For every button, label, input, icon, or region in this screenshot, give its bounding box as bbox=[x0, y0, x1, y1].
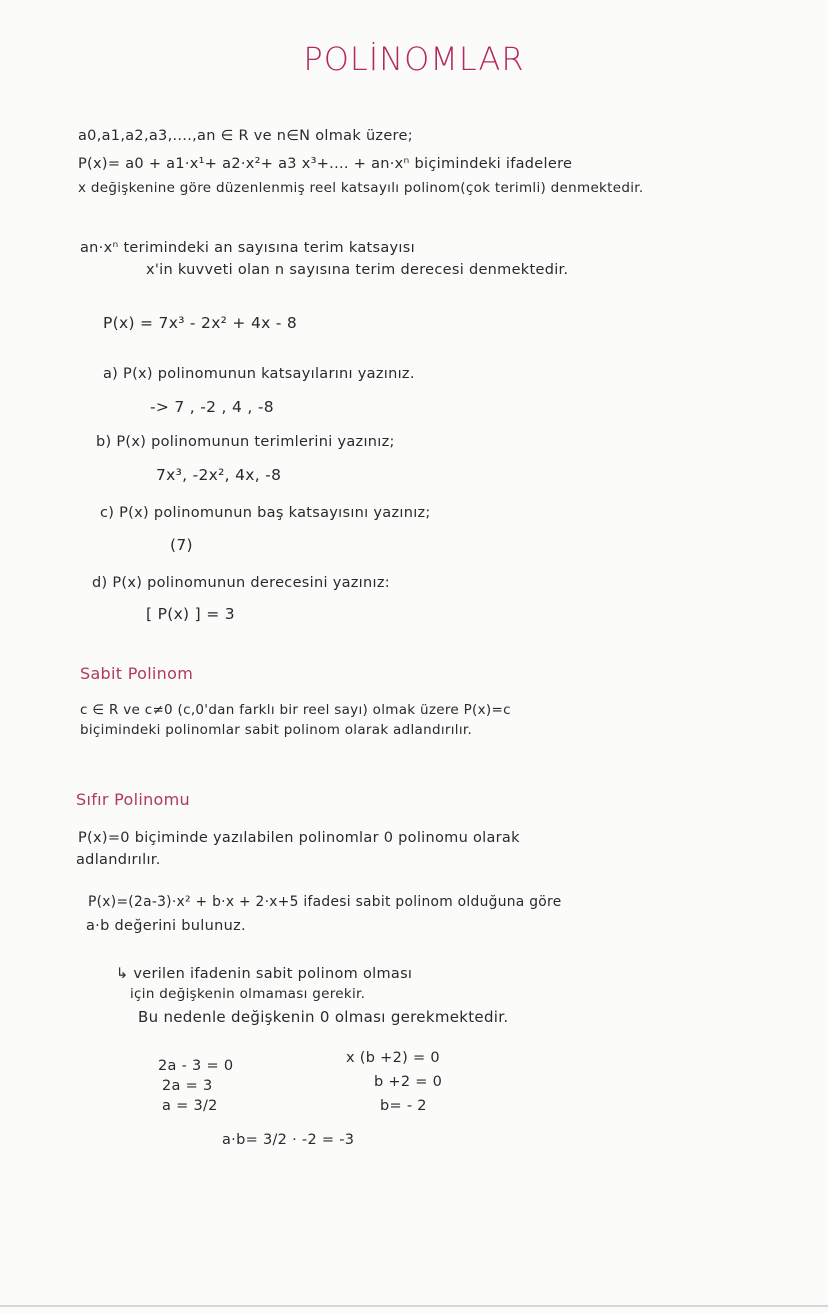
left-equation-1: 2a - 3 = 0 bbox=[158, 1058, 234, 1074]
page-title: POLİNOMLAR bbox=[303, 40, 525, 78]
solution-line-1: ↳ verilen ifadenin sabit polinom olması bbox=[116, 966, 413, 982]
answer-a: -> 7 , -2 , 4 , -8 bbox=[150, 398, 274, 416]
question-a: a) P(x) polinomunun katsayılarını yazınız. bbox=[103, 366, 415, 382]
question-b: b) P(x) polinomunun terimlerini yazınız; bbox=[96, 434, 395, 450]
sifir-line-1: P(x)=0 biçiminde yazılabilen polinomlar 0 polinomu olarak bbox=[78, 830, 520, 846]
solution-line-2: için değişkenin olmaması gerekir. bbox=[130, 986, 366, 1002]
page-bottom-edge bbox=[0, 1305, 828, 1307]
sifir-line-2: adlandırılır. bbox=[76, 852, 161, 868]
answer-b: 7x³, -2x², 4x, -8 bbox=[156, 466, 282, 484]
problem-line-1: P(x)=(2a-3)·x² + b·x + 2·x+5 ifadesi sabit polinom olduğuna göre bbox=[88, 894, 562, 910]
right-equation-1: x (b +2) = 0 bbox=[346, 1050, 440, 1066]
sabit-line-2: biçimindeki polinomlar sabit polinom olarak adlandırılır. bbox=[80, 722, 473, 738]
question-c: c) P(x) polinomunun baş katsayısını yazınız; bbox=[100, 505, 431, 521]
intro-line-3: x değişkenine göre düzenlenmiş reel katsayılı polinom(çok terimli) denmektedir. bbox=[78, 180, 644, 196]
solution-line-3: Bu nedenle değişkenin 0 olması gerekmektedir. bbox=[138, 1008, 509, 1026]
left-equation-2: 2a = 3 bbox=[162, 1078, 213, 1094]
final-result: a·b= 3/2 · -2 = -3 bbox=[222, 1132, 355, 1148]
term-def-line-2: x'in kuvveti olan n sayısına terim derecesi denmektedir. bbox=[146, 262, 569, 278]
answer-c: (7) bbox=[170, 536, 193, 554]
sabit-line-1: c ∈ R ve c≠0 (c,0'dan farklı bir reel sayı) olmak üzere P(x)=c bbox=[80, 702, 511, 718]
intro-line-1: a0,a1,a2,a3,....,an ∈ R ve n∈N olmak üzere; bbox=[78, 128, 413, 144]
intro-line-2: P(x)= a0 + a1·x¹+ a2·x²+ a3 x³+.... + an·xⁿ biçimindeki ifadelere bbox=[78, 156, 573, 172]
heading-sifir-polinomu: Sıfır Polinomu bbox=[76, 790, 190, 809]
example-polynomial: P(x) = 7x³ - 2x² + 4x - 8 bbox=[103, 314, 298, 332]
heading-sabit-polinom: Sabit Polinom bbox=[80, 664, 194, 683]
right-equation-3: b= - 2 bbox=[380, 1098, 427, 1114]
problem-line-2: a·b değerini bulunuz. bbox=[86, 918, 246, 934]
answer-d: [ P(x) ] = 3 bbox=[146, 605, 235, 623]
right-equation-2: b +2 = 0 bbox=[374, 1074, 443, 1090]
left-equation-3: a = 3/2 bbox=[162, 1098, 218, 1114]
question-d: d) P(x) polinomunun derecesini yazınız: bbox=[92, 575, 390, 591]
term-def-line-1: an·xⁿ terimindeki an sayısına terim katsayısı bbox=[80, 240, 415, 256]
